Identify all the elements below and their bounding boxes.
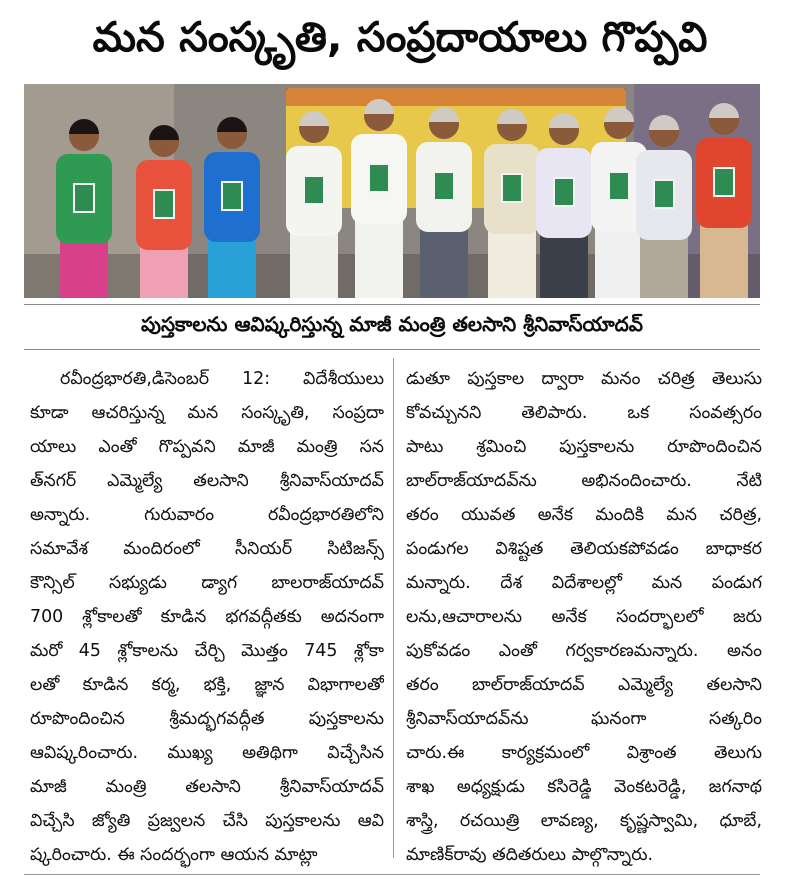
person-lower bbox=[488, 226, 536, 298]
person-lower bbox=[208, 234, 256, 298]
article-text-line: లను,ఆచారాలను అనేక సందర్భాలలో జరు bbox=[406, 607, 762, 627]
article-text-line: కౌన్సిల్ సభ్యుడు డ్యాగ బాలరాజ్‌యాదవ్ bbox=[30, 573, 384, 593]
article-column-left bbox=[30, 362, 384, 872]
article-text-line: తరం యువత అనేక మందికి మన చరిత్ర, bbox=[406, 505, 762, 525]
book-cover bbox=[154, 190, 174, 218]
book-cover bbox=[74, 184, 94, 212]
book-cover bbox=[654, 180, 674, 208]
article-text-line: ఆవిష్కరించారు. ముఖ్య అతిథిగా విచ్చేసిన bbox=[30, 743, 384, 763]
photo-caption: పుస్తకాలను ఆవిష్కరిస్తున్న మాజీ మంత్రి తలసాని శ్రీనివాస్‌యాదవ్ bbox=[141, 311, 643, 336]
person-lower bbox=[60, 236, 108, 298]
book-cover bbox=[609, 172, 629, 200]
caption-top-rule bbox=[24, 304, 760, 305]
article-text-line: సమావేశ మందిరంలో సీనియర్ సిటిజన్స్ bbox=[30, 539, 384, 559]
caption-bottom-rule bbox=[24, 349, 760, 350]
article-text-line: పుకోవడం ఎంతో గర్వకారణమన్నారు. అనం bbox=[406, 641, 762, 661]
article-headline: మన సంస్కృతి, సంప్రదాయాలు గొప్పవి bbox=[92, 13, 708, 61]
person-lower bbox=[700, 220, 748, 298]
article-text-line: మన్నారు. దేశ విదేశాలల్లో మన పండుగ bbox=[406, 573, 762, 593]
person-lower bbox=[640, 232, 688, 298]
banner-strip bbox=[286, 88, 626, 106]
article-text-line: అన్నారు. గురువారం రవీంద్రభారతిలోని bbox=[30, 505, 384, 525]
article-text-line: శాస్త్రి, రచయిత్రి లావణ్య, కృష్ణస్వామి, ధూబే, bbox=[406, 811, 762, 831]
article-text-line: డుతూ పుస్తకాల ద్వారా మనం చరిత్ర తెలుసు bbox=[406, 369, 762, 389]
article-text-line: 700 శ్లోకాలతో కూడిన భగవద్గీతకు అదనంగా bbox=[30, 607, 384, 627]
article-text-line: మాణిక్‌రావు తదితరులు పాల్గొన్నారు. bbox=[406, 845, 654, 865]
person-lower bbox=[595, 224, 643, 298]
person-lower bbox=[140, 242, 188, 298]
bottom-rule bbox=[24, 874, 760, 875]
book-release-photo bbox=[24, 84, 760, 298]
book-cover bbox=[222, 182, 242, 210]
book-cover bbox=[304, 176, 324, 204]
person-lower bbox=[420, 224, 468, 298]
article-text-line: కోవచ్చునని తెలిపారు. ఒక సంవత్సరం bbox=[406, 403, 762, 423]
book-cover bbox=[714, 168, 734, 196]
book-cover bbox=[369, 164, 389, 192]
article-text-line: యాలు ఎంతో గొప్పవని మాజీ మంత్రి సన bbox=[30, 437, 384, 457]
article-text-line: చారు.ఈ కార్యక్రమంలో విశ్రాంత తెలుగు bbox=[406, 743, 762, 763]
event-photo bbox=[24, 84, 760, 298]
article-text-line: విచ్చేసి జ్యోతి ప్రజ్వలన చేసి పుస్తకాలను ఆవి bbox=[30, 811, 384, 831]
person-lower bbox=[355, 216, 403, 298]
article-text-line: మాజీ మంత్రి తలసాని శ్రీనివాస్‌యాదవ్ bbox=[30, 777, 384, 797]
article-text-line: కూడా ఆచరిస్తున్న మన సంస్కృతి, సంప్రదా bbox=[30, 403, 384, 423]
article-text-line: పండుగల విశిష్టత తెలియకపోవడం బాధాకర bbox=[406, 539, 762, 559]
article-text-line: ష్కరించారు. ఈ సందర్భంగా ఆయన మాట్లా bbox=[30, 845, 318, 865]
article-text-line: రవీంద్రభారతి,డిసెంబర్ 12: విదేశీయులు bbox=[60, 369, 384, 389]
article-text-line: త్‌నగర్ ఎమ్మెల్యే తలసాని శ్రీనివాస్‌యాదవ్ bbox=[30, 471, 384, 491]
article-column-right bbox=[406, 362, 762, 872]
article-text-line: పాటు శ్రమించి పుస్తకాలను రూపొందించిన bbox=[406, 437, 762, 457]
article-text-line: రూపొందించిన శ్రీమద్భగవద్గీత పుస్తకాలను bbox=[30, 709, 384, 729]
article-text-line: శాఖ అధ్యక్షుడు కసిరెడ్డి వెంకటరెడ్డి, జగనాథ bbox=[406, 777, 762, 797]
article-text-line: మరో 45 శ్లోకాలను చేర్చి మొత్తం 745 శ్లోకా bbox=[30, 641, 384, 661]
column-divider bbox=[393, 358, 394, 858]
person-lower bbox=[290, 228, 338, 298]
article-text-line: లతో కూడిన కర్మ, భక్తి, జ్ఞాన విభాగాలతో bbox=[30, 675, 384, 695]
article-text-line: తరం బాల్‌రాజ్‌యాదవ్ ఎమ్మెల్యే తలసాని bbox=[406, 675, 762, 695]
book-cover bbox=[434, 172, 454, 200]
person-lower bbox=[540, 230, 588, 298]
article-text-line: బాల్‌రాజ్‌యాదవ్‌ను అభినందించారు. నేటి bbox=[406, 471, 762, 491]
article-text-line: శ్రీనివాస్‌యాదవ్‌ను ఘనంగా సత్కరిం bbox=[406, 709, 762, 729]
book-cover bbox=[502, 174, 522, 202]
book-cover bbox=[554, 178, 574, 206]
